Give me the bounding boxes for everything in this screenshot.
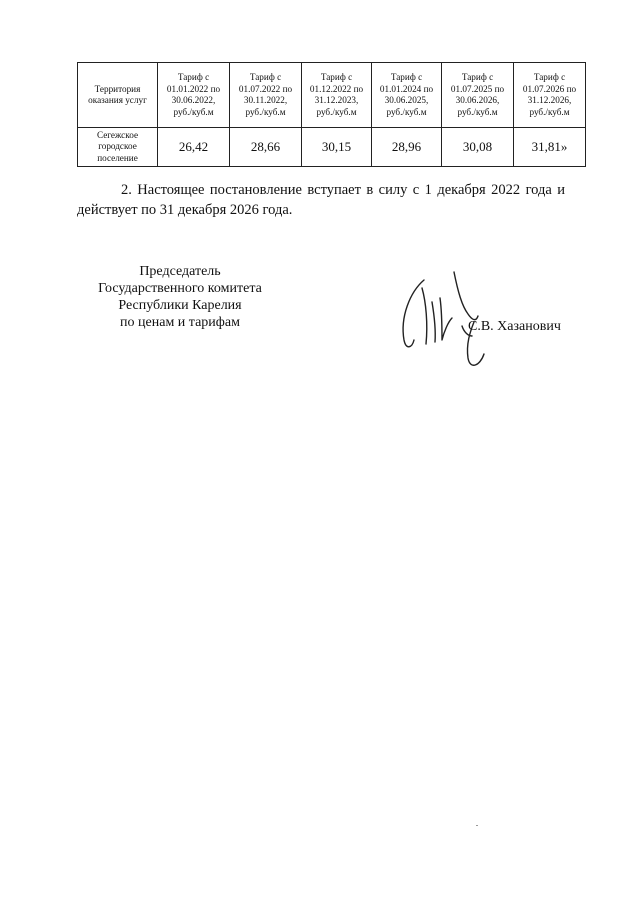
table-row: [78, 128, 586, 167]
territory-cell: Сегежское городское поселение: [78, 128, 158, 167]
paragraph-line: 2. Настоящее постановление вступает в силу с 1 декабря 2022 года и: [121, 182, 565, 198]
tariff-value-cell: 30,15: [302, 128, 372, 167]
tariff-value-cell: 28,66: [230, 128, 302, 167]
tariff-value-cell: 28,96: [372, 128, 442, 167]
table-header-row: [78, 63, 586, 128]
header-period-5: Тариф с 01.07.2025 по 30.06.2026, руб./куб.м: [442, 63, 514, 128]
signatory-title: Председатель Государственного комитета Республики Карелия по ценам и тарифам: [98, 264, 262, 330]
header-period-3: Тариф с 01.12.2022 по 31.12.2023, руб./куб.м: [302, 63, 372, 128]
header-period-2: Тариф с 01.07.2022 по 30.11.2022, руб./куб.м: [230, 63, 302, 128]
signer-name: С.В. Хазанович: [468, 319, 561, 334]
header-period-6: Тариф с 01.07.2026 по 31.12.2026, руб./куб.м: [514, 63, 586, 128]
header-period-1: Тариф с 01.01.2022 по 30.06.2022, руб./куб.м: [158, 63, 230, 128]
header-period-4: Тариф с 01.01.2024 по 30.06.2025, руб./куб.м: [372, 63, 442, 128]
paragraph-line: действует по 31 декабря 2026 года.: [77, 202, 293, 218]
effective-date-paragraph: [77, 180, 565, 220]
header-territory: Территория оказания услуг: [78, 63, 158, 128]
tariff-table: [77, 62, 586, 167]
scan-speck: [476, 825, 478, 826]
tariff-value-cell: 31,81»: [514, 128, 586, 167]
tariff-value-cell: 30,08: [442, 128, 514, 167]
tariff-value-cell: 26,42: [158, 128, 230, 167]
